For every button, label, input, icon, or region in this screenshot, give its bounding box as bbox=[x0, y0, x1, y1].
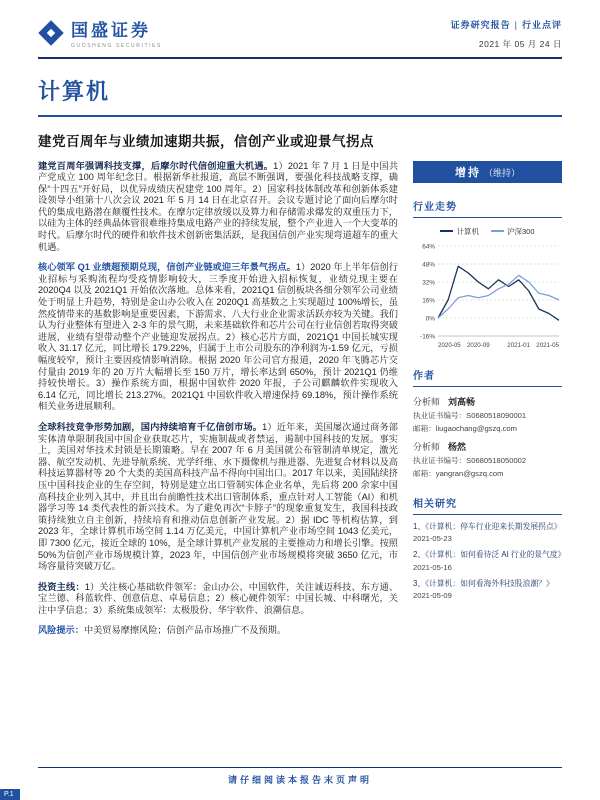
trend-chart-svg bbox=[413, 240, 563, 352]
report-kind: 证券研究报告 | 行业点评 bbox=[450, 20, 562, 30]
brand-name-en: GUOSHENG SECURITIES bbox=[71, 43, 162, 49]
paragraph-investment-lines bbox=[38, 582, 398, 617]
research-item-3: 3、《计算机：如何看海外科技股浪潮？》 2021-05-09 bbox=[413, 578, 554, 601]
risk-warning-body: 中美贸易摩擦风险；信创产品市场推广不及预期。 bbox=[83, 625, 287, 636]
research-item-1: 1、《计算机：停车行业迎来长期发展拐点》 2021-05-23 bbox=[413, 521, 562, 544]
report-header bbox=[38, 16, 562, 50]
author-2 bbox=[413, 440, 562, 480]
svg-text:-16%: -16% bbox=[420, 332, 435, 340]
title-rule bbox=[38, 115, 562, 117]
author-1-email: 邮箱：liugaochang@gszq.com bbox=[413, 423, 517, 433]
svg-text:32%: 32% bbox=[422, 278, 435, 286]
paragraph-2-lead: 核心领军 Q1 业绩超预期兑现，信创产业链或迎三年景气拐点。 bbox=[38, 262, 296, 273]
svg-text:2021-05: 2021-05 bbox=[536, 341, 559, 349]
author-1 bbox=[413, 395, 562, 435]
body-column bbox=[38, 161, 398, 647]
footer-disclaimer: 请仔细阅读本报告末页声明 bbox=[227, 775, 372, 785]
author-1-cert: 执业证书编号：S0680518090001 bbox=[413, 410, 527, 420]
sidebar bbox=[413, 161, 566, 647]
research-item-2: 2、《计算机：如何看待泛 AI 行业的景气度》 2021-05-16 bbox=[413, 550, 566, 572]
industry-trend-chart bbox=[413, 240, 562, 352]
author-2-name: 杨然 bbox=[448, 442, 467, 452]
author-1-role: 分析师 bbox=[413, 396, 441, 407]
rating-badge bbox=[413, 161, 562, 183]
report-headline: 建党百周年与业绩加速期共振，信创产业或迎景气拐点 bbox=[38, 133, 374, 149]
page-number-marker: P.1 bbox=[0, 789, 20, 800]
line-swatch-csi300-icon bbox=[491, 230, 504, 232]
line-swatch-computer-icon bbox=[440, 230, 453, 232]
paragraph-risk-warning bbox=[38, 625, 398, 637]
separator: | bbox=[514, 20, 518, 30]
investment-lines-body: 1）关注核心基础软件领军：金山办公、中国软件，关注诚迈科技、东方通、宝兰德、科蓝软件、创意信息、卓易信息；2）核心硬件领军：中国长城、中科曙光，关注中孚信息；3）系统集成领军：太极股份、华宇软件、浪潮信息。 bbox=[38, 581, 399, 615]
guosheng-logo-icon bbox=[38, 20, 64, 46]
rating-suffix: （维持） bbox=[483, 167, 520, 178]
investment-lines-lead: 投资主线： bbox=[38, 581, 85, 592]
related-research-title: 相关研究 bbox=[413, 495, 562, 515]
authors-block bbox=[413, 395, 562, 480]
paragraph-2 bbox=[38, 262, 398, 413]
svg-text:16%: 16% bbox=[422, 296, 435, 304]
author-2-email: 邮箱：yangran@gszq.com bbox=[413, 469, 504, 479]
legend-item-computer: 计算机 bbox=[440, 226, 479, 237]
authors-title: 作者 bbox=[413, 367, 562, 387]
author-2-role: 分析师 bbox=[413, 442, 441, 452]
footer-rule bbox=[38, 767, 562, 768]
svg-text:2020-05: 2020-05 bbox=[438, 341, 461, 349]
svg-text:64%: 64% bbox=[422, 242, 435, 250]
rating-label: 增持 bbox=[454, 166, 481, 179]
paragraph-3-body: 1）近年来，美国屡次通过商务部实体清单限制我国中国企业获取芯片，实施制裁或者禁运，遏制中国科技的发展。事实上，美国对华技术封锁是长期策略。早在 2007 年 6 月美国就公布管制清单规定，激光器、航空发动机、先进导航系统、光学纤维、水下摄像机与推进器、先进复合材料以及高科技运算器材等 20 个大类的美国高科技产品不得向中国出口。2017 年以来，美国陆续挤压中国科技企业的生存空间，特别是建立出口管制实体企业名单，先后将 200 余家中国高科技企业列入其中，并且出台前瞻性技术出口管制体系，重点针对人工智能（AI）和机器学习等 14 类代表性的新兴技术。为了避免再次“卡脖子”的现象重复发生，我国科技政策持续独立自主创新，持续培育和推动信息创新产业发展。2）据 IDC 等机构估算，到 2023 年，全球计算机市场空间 1.14 万亿美元，中国计算机产业市场空间 1043 亿美元，即 7300 亿元，接近全球的 10%，是全球计算机产业发展的主要推动力和增长引擎。按照 50%为信创产业市场规模计算，2023 年，中国信创产业市场规模将突破 3650 亿元，市场容量待突破万亿。 bbox=[38, 421, 398, 572]
paragraph-1-body: 1）2021 年 7 月 1 日是中国共产党成立 100 周年纪念日。根据新华社报道，高层不断强调，要强化科技战略支撑，确保“十四五”开好局，以优异成绩庆祝建党 100 周年。2）国家科技体制改革和创新体系建设领导小组第十八次会议 2021 年 5 月 14 日在北京召开。会议专题讨论了面向后摩尔时代的集成电路潜在颠覆性技术。在摩尔定律放缓以及算力和存储需求爆发的双重压力下，以硅为主体的经典晶体管很难维持集成电路产业的持续发展，整个产业进入一个大变革的时代。后摩尔时代的硬件和软件技术创新密集活跃，是我国信创产业实现弯道超车的重大机遇。 bbox=[38, 160, 399, 252]
legend-item-csi300: 沪深300 bbox=[491, 226, 535, 237]
chart-legend bbox=[413, 226, 562, 237]
paragraph-1-lead: 建党百周年强调科技支撑，后摩尔时代信创迎重大机遇。 bbox=[38, 160, 274, 171]
paragraph-3 bbox=[38, 422, 398, 573]
content-columns bbox=[38, 160, 566, 647]
paragraph-1 bbox=[38, 161, 398, 254]
author-1-name: 刘高畅 bbox=[448, 396, 476, 407]
header-rule bbox=[38, 57, 562, 59]
brand bbox=[38, 16, 162, 49]
author-2-cert: 执业证书编号：S0680518050002 bbox=[413, 456, 527, 465]
report-category: 行业点评 bbox=[521, 20, 562, 30]
svg-text:2020-09: 2020-09 bbox=[466, 341, 490, 349]
risk-warning-lead: 风险提示： bbox=[38, 625, 84, 636]
industry-trend-title: 行业走势 bbox=[413, 198, 562, 218]
svg-text:2021-01: 2021-01 bbox=[507, 341, 531, 349]
page-title: 计算机 bbox=[38, 79, 111, 104]
report-date: 2021 年 05 月 24 日 bbox=[478, 39, 562, 49]
related-research-list bbox=[413, 521, 566, 601]
svg-text:0%: 0% bbox=[425, 314, 435, 322]
paragraph-2-body: 1）2020 年上半年信创行业招标与采购流程均受疫情影响较大，三季度开始进入招标恢复，业绩兑现主要在 2020Q4 以及 2021Q1 开始依次落地。总体来看，2021Q1 信创板块各细分领军公司业绩处于明显上升趋势，特别是金山办公收入在 2020Q1 高基数之上实现超过 100%增长，虽然疫情带来的基数影响是重要因素，下游需求、八大行业企业需求活跃亦较为关键。我们认为行业整体有望进入 2-3 年的景气期，未来基础软件和芯片公司在行业信创若取得突破进展，业绩有望带动整个产业链迎发展拐点。2）核心芯片方面，2021Q1 中国长城实现收入 31.17 亿元，同比增长 179.22%，归属于上市公司股东的净利润为-1.59 亿元，亏损幅度较窄，预计主要因疫情影响消除。根据 2020 年公司官方报道，2020 年飞腾芯片交付量由 2019 年的 20 万片大幅增长至 150 万片，增长率达到 650%，预计 2021Q1 仍维持较快增长。3）操作系统方面，根据中国软件 2020 年报，子公司麒麟软件实现收入 6.14 亿元，同比增长 213.27%。2021Q1 中国软件收入增速保持 69.18%，预计操作系统相关业务进展顺利。 bbox=[38, 262, 398, 412]
brand-name-cn: 国盛证券 bbox=[71, 21, 151, 40]
svg-text:48%: 48% bbox=[422, 260, 435, 268]
paragraph-3-lead: 全球科技竞争形势加剧，国内持续培育千亿信创市场。 bbox=[38, 421, 263, 432]
